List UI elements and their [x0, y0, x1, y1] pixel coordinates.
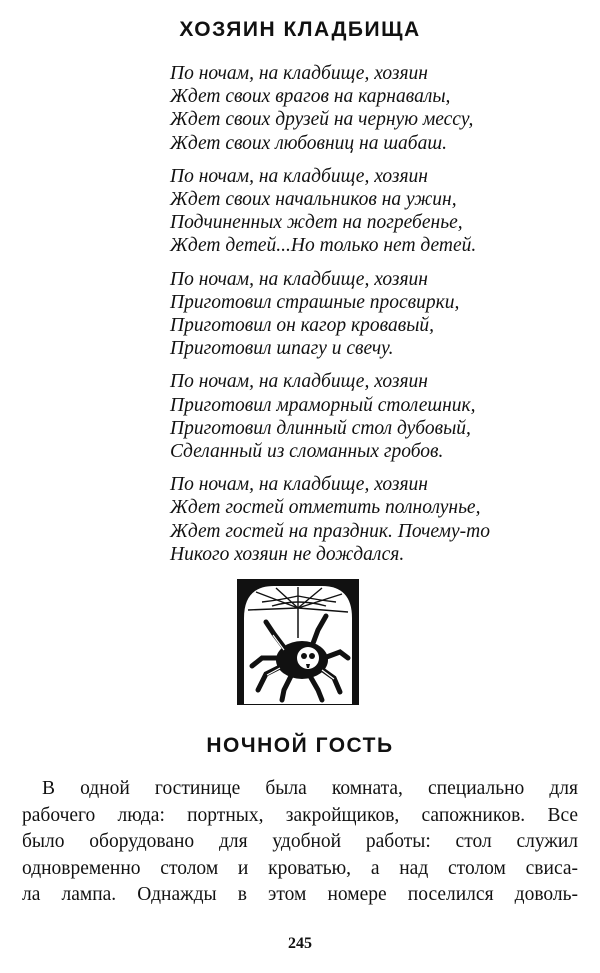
poem-line: Приготовил длинный стол дубовый,	[170, 417, 471, 439]
poem-body	[170, 62, 570, 576]
stanza	[170, 370, 570, 463]
poem-line: По ночам, на кладбище, хозяин	[170, 371, 428, 393]
prose-line: ла лампа. Однажды в этом номере поселился доволь-	[22, 884, 578, 906]
poem-line: Ждет своих врагов на карнавалы,	[170, 86, 451, 108]
poem-line: Ждет детей...Но только нет детей.	[170, 235, 477, 257]
prose-line: одновременно столом и кроватью, а над столом свиса-	[22, 857, 578, 879]
stanza	[170, 62, 570, 155]
poem-line: Ждет своих любовниц на шабаш.	[170, 132, 447, 154]
poem-line: Ждет гостей отметить полнолунье,	[170, 497, 481, 519]
story-text	[22, 776, 578, 909]
stanza	[170, 268, 570, 361]
prose-line: В одной гостинице была комната, специально для	[42, 778, 578, 799]
story-title: НОЧНОЙ ГОСТЬ	[206, 734, 394, 757]
spider-skull-vignette-icon	[236, 578, 360, 706]
prose-line: рабочего люда: портных, закройщиков, сапожников. Все	[22, 804, 578, 826]
poem-line: Подчиненных ждет на погребенье,	[170, 212, 463, 234]
poem-line: Ждет своих друзей на черную мессу,	[170, 109, 474, 131]
poem-line: Приготовил мраморный столешник,	[170, 394, 476, 416]
poem-line: По ночам, на кладбище, хозяин	[170, 63, 428, 84]
poem-line: Никого хозяин не дождался.	[170, 543, 405, 565]
poem-line: По ночам, на кладбище, хозяин	[170, 165, 428, 187]
page-number: 245	[288, 935, 312, 952]
poem-line: Ждет своих начальников на ужин,	[170, 189, 457, 211]
poem-line: Приготовил он кагор кровавый,	[170, 315, 435, 337]
poem-line: По ночам, на кладбище, хозяин	[170, 474, 428, 496]
poem-line: Ждет гостей на праздник. Почему-то	[170, 520, 490, 542]
poem-title: ХОЗЯИН КЛАДБИЩА	[179, 18, 421, 41]
poem-line: Приготовил страшные просвирки,	[170, 291, 460, 313]
poem-line: По ночам, на кладбище, хозяин	[170, 268, 428, 290]
poem-line: Сделанный из сломанных гробов.	[170, 441, 444, 463]
poem-line: Приготовил шпагу и свечу.	[170, 338, 394, 360]
prose-line: было оборудовано для удобной работы: стол служил	[22, 831, 578, 853]
stanza	[170, 165, 570, 258]
stanza	[170, 473, 570, 566]
